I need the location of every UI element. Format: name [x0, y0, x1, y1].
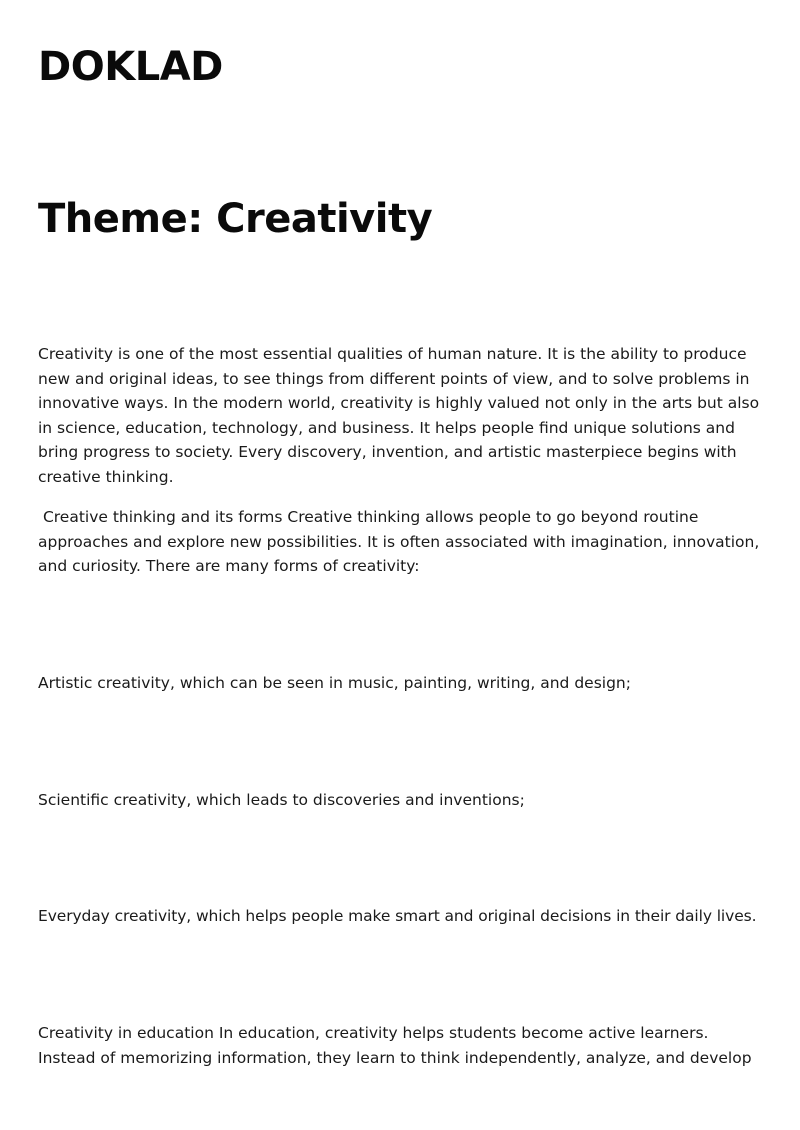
everyday-creativity-item: Everyday creativity, which helps people make smart and original decisions in their daily lives.: [38, 907, 757, 925]
scientific-creativity-item: Scientific creativity, which leads to discoveries and inventions;: [38, 791, 525, 809]
education-paragraph: Creativity in education In education, creativity helps students become active learners. Instead of memorizing information, they learn to think independently, analyze, and develop: [38, 1024, 752, 1067]
artistic-creativity-item: Artistic creativity, which can be seen in music, painting, writing, and design;: [38, 674, 631, 692]
brand-title: DOKLAD: [38, 44, 223, 90]
theme-heading: Theme: Creativity: [38, 196, 433, 242]
intro-paragraph: Creativity is one of the most essential qualities of human nature. It is the ability to produce new and original ideas, to see things from different points of view, and to solve problems in innovative ways. In the modern world, creativity is highly valued not only in the arts but also in science, education, technology, and business. It helps people find unique solutions and bring progress to society. Every discovery, invention, and artistic masterpiece begins with creative thinking.: [38, 345, 760, 486]
creative-thinking-paragraph: Creative thinking and its forms Creative thinking allows people to go beyond routine approaches and explore new possibilities. It is often associated with imagination, innovation, and curiosity. There are many forms of creativity:: [38, 508, 765, 576]
